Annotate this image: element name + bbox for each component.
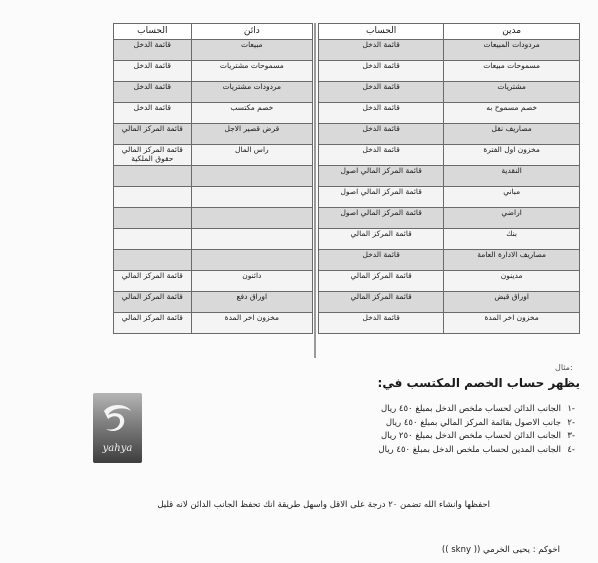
statement-cell [114, 208, 192, 229]
entry-name-cell: مخزون اول الفترة [444, 145, 580, 166]
statement-cell: قائمة الدخل [114, 82, 192, 103]
entry-name-cell: خصم مسموح به [444, 103, 580, 124]
statement-cell: قائمة الدخل [319, 40, 444, 61]
statement-cell [114, 250, 192, 271]
table-row [114, 187, 313, 208]
credit-accounts-table [113, 23, 313, 334]
statement-cell: قائمة المركز المالي [114, 124, 192, 145]
option-number: -٣ [567, 431, 575, 441]
entry-name-cell: اراضي [444, 208, 580, 229]
statement-cell: قائمة الدخل [319, 61, 444, 82]
table-row [114, 61, 313, 82]
account-header: الحساب [114, 24, 192, 40]
entry-name-cell: اوراق دفع [191, 292, 312, 313]
statement-cell: قائمة المركز المالي حقوق الملكية [114, 145, 192, 166]
entry-name-cell: مشتريات [444, 82, 580, 103]
entry-name-cell: راس المال [191, 145, 312, 166]
option-number: -١ [567, 404, 575, 414]
question-text: يظهر حساب الخصم المكتسب في: [377, 376, 580, 390]
table-row [114, 145, 313, 166]
author-signature: اخوكم : يحيى الخرمي (( skny )) [441, 545, 560, 555]
statement-cell: قائمة الدخل [319, 250, 444, 271]
table-row [319, 40, 580, 61]
statement-cell [114, 229, 192, 250]
credit-header: دائن [191, 24, 312, 40]
table-row [114, 229, 313, 250]
table-row [114, 271, 313, 292]
statement-cell: قائمة الدخل [114, 40, 192, 61]
entry-name-cell: خصم مكتسب [191, 103, 312, 124]
option-number: -٤ [567, 444, 575, 455]
logo-text: yahya [102, 443, 133, 454]
entry-name-cell: مخزون اخر المدة [444, 313, 580, 334]
table-row [114, 124, 313, 145]
table-row [114, 292, 313, 313]
answer-option [230, 445, 575, 459]
table-row [114, 250, 313, 271]
table-row [319, 208, 580, 229]
statement-cell: قائمة المركز المالي اصول [319, 187, 444, 208]
table-row [319, 271, 580, 292]
statement-cell: قائمة الدخل [319, 313, 444, 334]
entry-name-cell: بنك [444, 229, 580, 250]
answer-option [230, 418, 575, 432]
statement-cell: قائمة المركز المالي [319, 229, 444, 250]
entry-name-cell: مصاريف الادارة العامة [444, 250, 580, 271]
option-text: الجانب الدائن لحساب ملخص الدخل بمبلغ ٤٥٠ ريال [380, 404, 561, 414]
example-label: مثال: [555, 363, 573, 372]
statement-cell: قائمة المركز المالي [319, 271, 444, 292]
statement-cell: قائمة الدخل [319, 145, 444, 166]
table-row [319, 166, 580, 187]
entry-name-cell: مسموحات مبيعات [444, 61, 580, 82]
table-row [319, 229, 580, 250]
table-row [319, 187, 580, 208]
table-row [319, 250, 580, 271]
table-row [319, 82, 580, 103]
statement-cell: قائمة المركز المالي [319, 292, 444, 313]
entry-name-cell: دائنون [191, 271, 312, 292]
table-row [114, 313, 313, 334]
entry-name-cell: مصاريف نقل [444, 124, 580, 145]
table-row [114, 82, 313, 103]
entry-name-cell: مخزون اخر المدة [191, 313, 312, 334]
option-text: الجانب الدائن لحساب ملخص الدخل بمبلغ ٢٥٠ ريال [380, 431, 561, 441]
entry-name-cell: مردودات المبيعات [444, 40, 580, 61]
statement-cell: قائمة الدخل [319, 124, 444, 145]
entry-name-cell: مسموحات مشتريات [191, 61, 312, 82]
table-row [319, 145, 580, 166]
statement-cell: قائمة الدخل [319, 82, 444, 103]
statement-cell: قائمة الدخل [114, 103, 192, 124]
statement-cell: قائمة المركز المالي اصول [319, 208, 444, 229]
entry-name-cell [191, 250, 312, 271]
statement-cell: قائمة المركز المالي [114, 271, 192, 292]
debit-accounts-table [318, 23, 580, 334]
statement-cell: قائمة الدخل [319, 103, 444, 124]
statement-cell: قائمة المركز المالي اصول [319, 166, 444, 187]
table-row [319, 313, 580, 334]
answer-option [230, 431, 575, 445]
entry-name-cell: مبيعات [191, 40, 312, 61]
table-row [319, 124, 580, 145]
entry-name-cell [191, 229, 312, 250]
entry-name-cell: قرض قصير الاجل [191, 124, 312, 145]
statement-cell: قائمة المركز المالي [114, 292, 192, 313]
account-header: الحساب [319, 24, 444, 40]
yahya-logo [93, 393, 142, 463]
entry-name-cell: مباني [444, 187, 580, 208]
statement-cell [114, 166, 192, 187]
answer-options [230, 404, 575, 458]
study-note: احفظها وانشاء الله تضمن ٢٠ درجة على الاقل واسهل طريقة انك تحفظ الجانب الدائن لانه قليل [157, 500, 490, 510]
entry-name-cell [191, 166, 312, 187]
logo-mark-icon [100, 401, 135, 441]
option-text: الجانب المدين لحساب ملخص الدخل بمبلغ ٤٥٠ ريال [378, 444, 561, 455]
entry-name-cell: مردودات مشتريات [191, 82, 312, 103]
table-row [319, 61, 580, 82]
debit-header: مدين [444, 24, 580, 40]
table-row [114, 166, 313, 187]
statement-cell [114, 187, 192, 208]
entry-name-cell [191, 187, 312, 208]
table-row [319, 103, 580, 124]
statement-cell: قائمة المركز المالي [114, 313, 192, 334]
table-row [114, 40, 313, 61]
entry-name-cell: اوراق قبض [444, 292, 580, 313]
table-row [319, 292, 580, 313]
answer-option [230, 404, 575, 418]
statement-cell: قائمة الدخل [114, 61, 192, 82]
option-text: جانب الاصول بقائمة المركز المالي بمبلغ ٤٥٠ ريال [385, 417, 561, 428]
table-divider [314, 23, 316, 358]
option-number: -٢ [567, 417, 575, 428]
table-row [114, 103, 313, 124]
entry-name-cell: مدينون [444, 271, 580, 292]
table-row [114, 208, 313, 229]
entry-name-cell [191, 208, 312, 229]
entry-name-cell: النقدية [444, 166, 580, 187]
